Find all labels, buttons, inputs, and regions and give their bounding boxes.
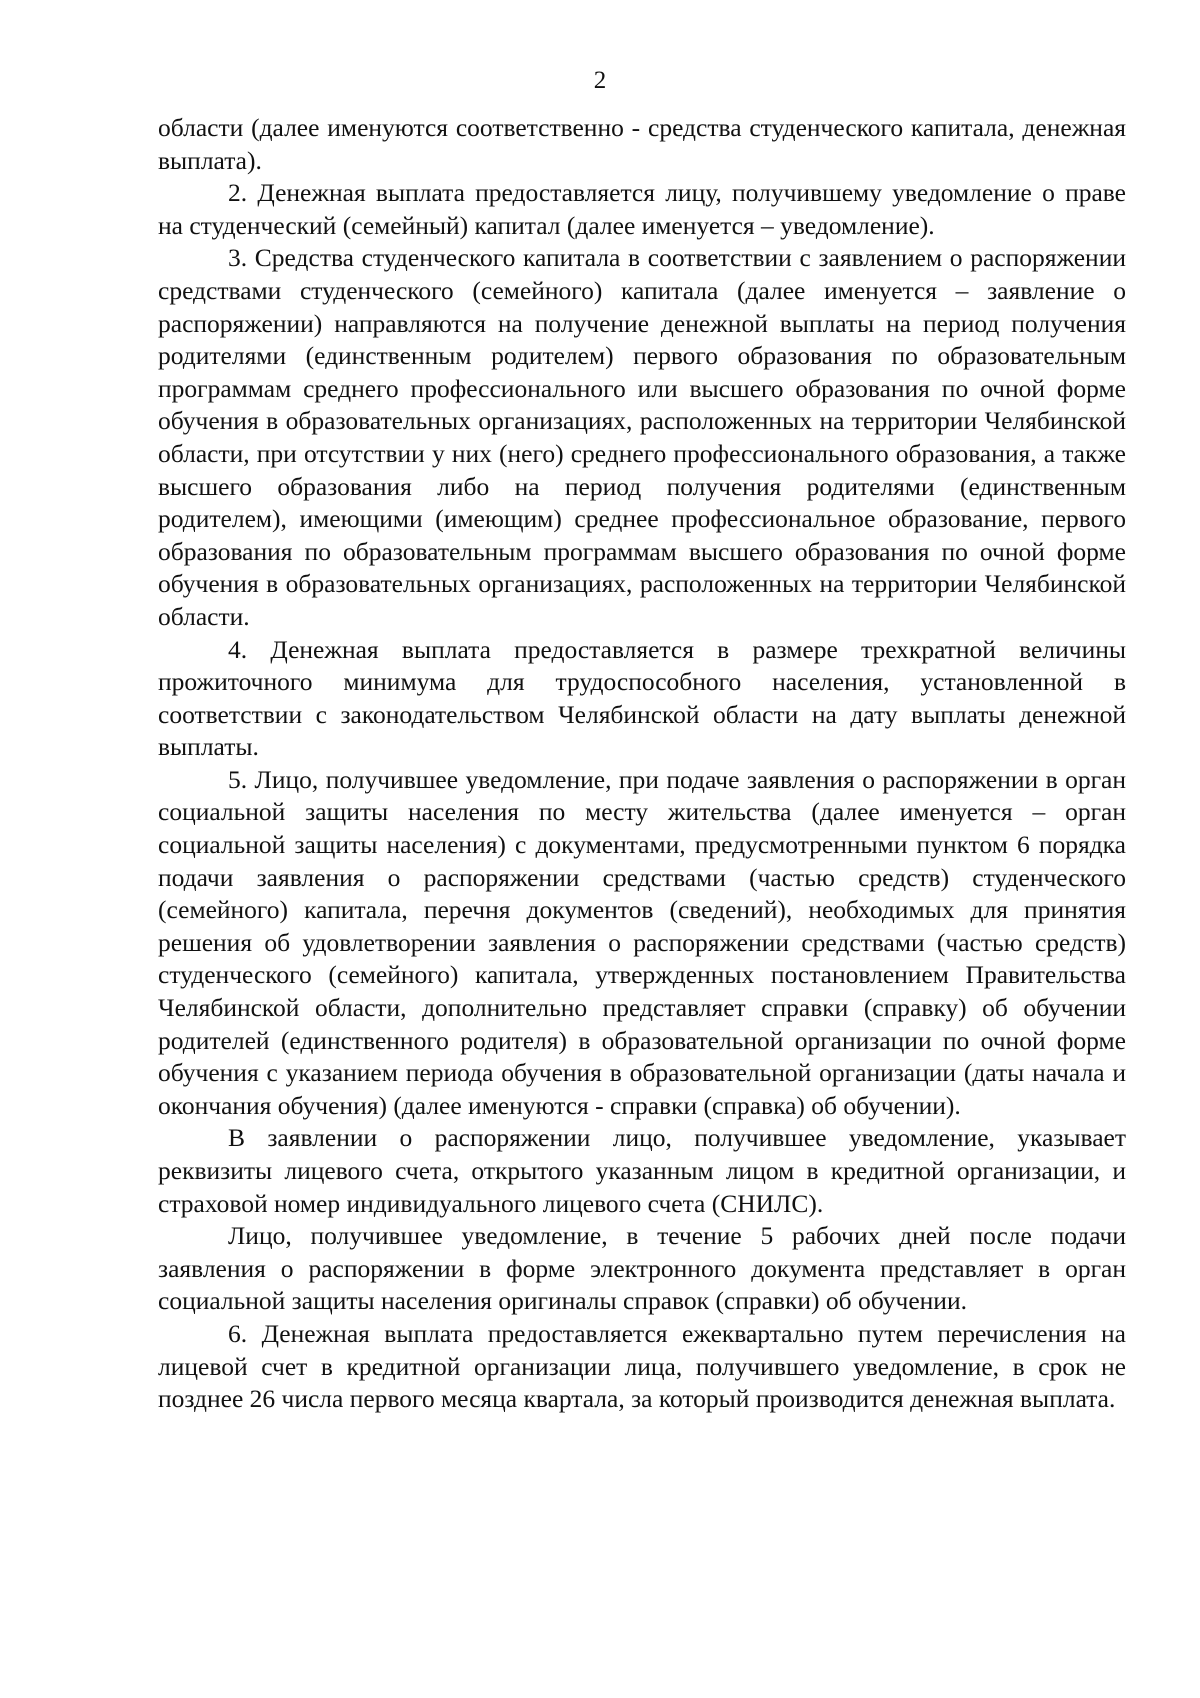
paragraph-item-2: 2. Денежная выплата предоставляется лицу, получившему уведомление о праве на студенческий (семейный) капитал (далее именуется – уведомление). bbox=[158, 178, 1126, 240]
paragraph-account-details: В заявлении о распоряжении лицо, получившее уведомление, указывает реквизиты лицевого счета, открытого указанным лицом в кредитной организации, и страховой номер индивидуального лицевого счета (СНИЛС). bbox=[158, 1123, 1126, 1218]
document-body bbox=[158, 112, 1126, 1416]
paragraph-item-5: 5. Лицо, получившее уведомление, при подаче заявления о распоряжении в орган социальной защиты населения по месту жительства (далее именуется – орган социальной защиты населения) с документами, предусмотренными пунктом 6 порядка подачи заявления о распоряжении средствами (частью средств) студенческого (семейного) капитала, перечня документов (сведений), необходимых для принятия решения об удовлетворении заявления о распоряжении средствами (частью средств) студенческого (семейного) капитала, утвержденных постановлением Правительства Челябинской области, дополнительно представляет справки (справку) об обучении родителей (единственного родителя) в образовательной организации по очной форме обучения с указанием периода обучения в образовательной организации (даты начала и окончания обучения) (далее именуются - справки (справка) об обучении). bbox=[158, 764, 1126, 1120]
paragraph-originals-deadline: Лицо, получившее уведомление, в течение 5 рабочих дней после подачи заявления о распоряжении в форме электронного документа представляет в орган социальной защиты населения оригиналы справок (справки) об обучении. bbox=[158, 1221, 1126, 1316]
page-number: 2 bbox=[593, 67, 607, 94]
paragraph-item-6: 6. Денежная выплата предоставляется ежеквартально путем перечисления на лицевой счет в кредитной организации лица, получившего уведомление, в срок не позднее 26 числа первого месяца квартала, за который производится денежная выплата. bbox=[158, 1318, 1126, 1414]
paragraph-continuation: области (далее именуются соответственно - средства студенческого капитала, денежная выплата). bbox=[158, 113, 1126, 175]
paragraph-item-4: 4. Денежная выплата предоставляется в размере трехкратной величины прожиточного минимума для трудоспособного населения, установленной в соответствии с законодательством Челябинской области на дату выплаты денежной выплаты. bbox=[158, 634, 1126, 762]
paragraph-item-3: 3. Средства студенческого капитала в соответствии с заявлением о распоряжении средствами студенческого (семейного) капитала (далее именуется – заявление о распоряжении) направляются на получение денежной выплаты на период получения родителями (единственным родителем) первого образования по образовательным программам среднего профессионального или высшего образования по очной форме обучения в образовательных организациях, расположенных на территории Челябинской области, при отсутствии у них (него) среднего профессионального образования, а также высшего образования либо на период получения родителями (единственным родителем), имеющими (имеющим) среднее профессиональное образование, первого образования по образовательным программам высшего образования по очной форме обучения в образовательных организациях, расположенных на территории Челябинской области. bbox=[158, 243, 1126, 631]
